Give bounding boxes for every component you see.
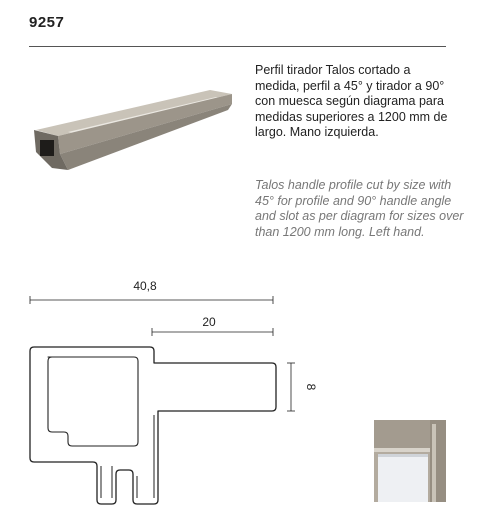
- profile-foot-slot-right: [137, 415, 154, 498]
- profile-foot-slot: [101, 466, 112, 498]
- profile-end-hollow: [40, 140, 54, 156]
- detail-glass: [378, 454, 428, 502]
- dim-handle-label: 20: [202, 315, 216, 329]
- description-spanish: Perfil tirador Talos cortado a medida, perfil a 45° y tirador a 90° con muesca según diagrama para medidas superiores a 1200 mm de largo. Mano izquierda.: [255, 63, 448, 140]
- detail-side-highlight: [432, 424, 436, 502]
- corner-detail-photo: [374, 420, 446, 502]
- dim-total-label: 40,8: [133, 279, 157, 293]
- profile-photo: [28, 80, 243, 180]
- header-divider: [29, 46, 446, 47]
- dim-height-label: 8: [304, 383, 318, 391]
- detail-highlight: [374, 448, 434, 452]
- technical-drawing: [0, 270, 330, 527]
- profile-outline-outer: [30, 347, 276, 504]
- detail-glass-edge: [378, 454, 428, 457]
- product-code: 9257: [29, 14, 65, 31]
- profile-outline-inner: [48, 357, 138, 446]
- description-english: Talos handle profile cut by size with 45° for profile and 90° handle angle and slot as per diagram for sizes over than 1200 mm long. Left hand.: [255, 178, 464, 239]
